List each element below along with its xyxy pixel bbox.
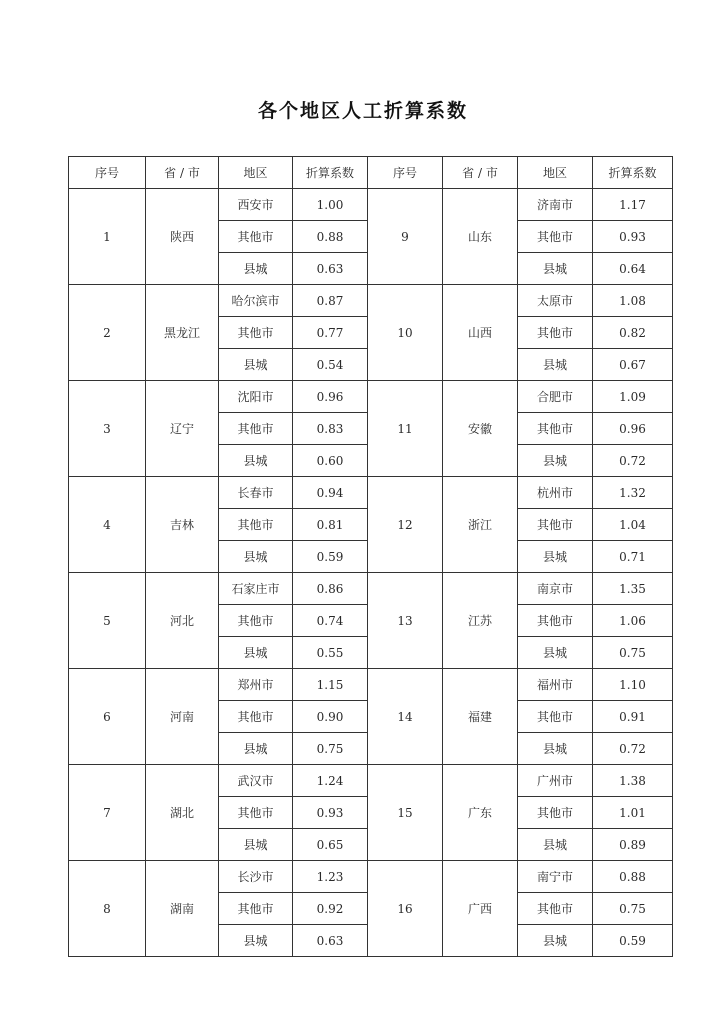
- area-cell: 武汉市: [219, 765, 293, 797]
- serial-number-cell: 3: [69, 381, 146, 477]
- area-cell: 其他市: [518, 701, 593, 733]
- area-cell: 广州市: [518, 765, 593, 797]
- coefficient-cell: 0.63: [293, 925, 368, 957]
- area-cell: 县城: [518, 637, 593, 669]
- province-cell: 河北: [146, 573, 219, 669]
- coefficient-cell: 1.15: [293, 669, 368, 701]
- province-cell: 江苏: [443, 573, 518, 669]
- area-cell: 长沙市: [219, 861, 293, 893]
- coefficient-cell: 0.94: [293, 477, 368, 509]
- coefficient-cell: 0.93: [593, 221, 673, 253]
- coefficient-cell: 0.55: [293, 637, 368, 669]
- coefficient-cell: 0.75: [593, 893, 673, 925]
- area-cell: 其他市: [518, 893, 593, 925]
- coefficient-cell: 0.89: [593, 829, 673, 861]
- area-cell: 其他市: [219, 893, 293, 925]
- coefficient-cell: 0.93: [293, 797, 368, 829]
- area-cell: 福州市: [518, 669, 593, 701]
- area-cell: 其他市: [518, 509, 593, 541]
- area-cell: 县城: [518, 349, 593, 381]
- table-row: [69, 285, 673, 317]
- coefficient-cell: 1.00: [293, 189, 368, 221]
- coefficient-cell: 1.09: [593, 381, 673, 413]
- area-cell: 合肥市: [518, 381, 593, 413]
- area-cell: 南宁市: [518, 861, 593, 893]
- header-province-left: 省 / 市: [146, 157, 219, 189]
- coefficient-cell: 0.96: [593, 413, 673, 445]
- coefficient-cell: 0.88: [593, 861, 673, 893]
- serial-number-cell: 8: [69, 861, 146, 957]
- coefficient-cell: 1.06: [593, 605, 673, 637]
- header-no-left: 序号: [69, 157, 146, 189]
- coefficient-cell: 0.92: [293, 893, 368, 925]
- serial-number-cell: 16: [368, 861, 443, 957]
- area-cell: 县城: [518, 253, 593, 285]
- area-cell: 其他市: [518, 605, 593, 637]
- province-cell: 广东: [443, 765, 518, 861]
- serial-number-cell: 7: [69, 765, 146, 861]
- province-cell: 吉林: [146, 477, 219, 573]
- province-cell: 湖南: [146, 861, 219, 957]
- area-cell: 其他市: [219, 317, 293, 349]
- coefficient-cell: 0.72: [593, 733, 673, 765]
- header-row: [69, 157, 673, 189]
- area-cell: 县城: [219, 733, 293, 765]
- coefficient-cell: 0.82: [593, 317, 673, 349]
- area-cell: 县城: [518, 733, 593, 765]
- serial-number-cell: 14: [368, 669, 443, 765]
- coefficient-cell: 0.83: [293, 413, 368, 445]
- province-cell: 浙江: [443, 477, 518, 573]
- area-cell: 杭州市: [518, 477, 593, 509]
- coefficient-cell: 0.91: [593, 701, 673, 733]
- coefficient-cell: 1.32: [593, 477, 673, 509]
- header-coef-right: 折算系数: [593, 157, 673, 189]
- coefficient-cell: 0.65: [293, 829, 368, 861]
- serial-number-cell: 10: [368, 285, 443, 381]
- serial-number-cell: 9: [368, 189, 443, 285]
- coefficient-cell: 1.23: [293, 861, 368, 893]
- coefficient-cell: 0.88: [293, 221, 368, 253]
- coefficient-cell: 0.75: [593, 637, 673, 669]
- coefficient-cell: 1.38: [593, 765, 673, 797]
- area-cell: 县城: [219, 541, 293, 573]
- coefficient-cell: 0.96: [293, 381, 368, 413]
- header-no-right: 序号: [368, 157, 443, 189]
- coefficient-cell: 0.75: [293, 733, 368, 765]
- header-province-right: 省 / 市: [443, 157, 518, 189]
- area-cell: 西安市: [219, 189, 293, 221]
- area-cell: 县城: [219, 445, 293, 477]
- province-cell: 山西: [443, 285, 518, 381]
- coefficient-cell: 0.60: [293, 445, 368, 477]
- area-cell: 其他市: [219, 221, 293, 253]
- coefficient-cell: 0.54: [293, 349, 368, 381]
- coefficient-cell: 1.01: [593, 797, 673, 829]
- serial-number-cell: 11: [368, 381, 443, 477]
- coefficient-cell: 0.63: [293, 253, 368, 285]
- table-row: [69, 861, 673, 893]
- province-cell: 河南: [146, 669, 219, 765]
- table-body: [69, 189, 673, 957]
- serial-number-cell: 1: [69, 189, 146, 285]
- area-cell: 其他市: [219, 605, 293, 637]
- area-cell: 其他市: [219, 413, 293, 445]
- coefficient-cell: 1.04: [593, 509, 673, 541]
- coefficient-cell: 0.87: [293, 285, 368, 317]
- header-coef-left: 折算系数: [293, 157, 368, 189]
- province-cell: 广西: [443, 861, 518, 957]
- serial-number-cell: 4: [69, 477, 146, 573]
- area-cell: 其他市: [518, 221, 593, 253]
- coefficient-cell: 0.67: [593, 349, 673, 381]
- coefficient-cell: 1.10: [593, 669, 673, 701]
- coefficient-cell: 0.71: [593, 541, 673, 573]
- province-cell: 安徽: [443, 381, 518, 477]
- area-cell: 其他市: [518, 413, 593, 445]
- header-area-right: 地区: [518, 157, 593, 189]
- area-cell: 县城: [518, 925, 593, 957]
- area-cell: 长春市: [219, 477, 293, 509]
- area-cell: 其他市: [518, 317, 593, 349]
- coefficient-cell: 0.77: [293, 317, 368, 349]
- province-cell: 黑龙江: [146, 285, 219, 381]
- table-row: [69, 669, 673, 701]
- coefficient-cell: 0.59: [293, 541, 368, 573]
- area-cell: 县城: [219, 637, 293, 669]
- area-cell: 济南市: [518, 189, 593, 221]
- serial-number-cell: 15: [368, 765, 443, 861]
- area-cell: 沈阳市: [219, 381, 293, 413]
- table-row: [69, 189, 673, 221]
- area-cell: 南京市: [518, 573, 593, 605]
- area-cell: 太原市: [518, 285, 593, 317]
- area-cell: 县城: [518, 445, 593, 477]
- table-row: [69, 573, 673, 605]
- province-cell: 湖北: [146, 765, 219, 861]
- area-cell: 县城: [518, 829, 593, 861]
- province-cell: 辽宁: [146, 381, 219, 477]
- area-cell: 其他市: [219, 509, 293, 541]
- province-cell: 山东: [443, 189, 518, 285]
- area-cell: 哈尔滨市: [219, 285, 293, 317]
- area-cell: 郑州市: [219, 669, 293, 701]
- coefficient-cell: 0.59: [593, 925, 673, 957]
- serial-number-cell: 12: [368, 477, 443, 573]
- area-cell: 其他市: [219, 701, 293, 733]
- province-cell: 福建: [443, 669, 518, 765]
- coefficient-cell: 0.90: [293, 701, 368, 733]
- province-cell: 陕西: [146, 189, 219, 285]
- area-cell: 县城: [219, 253, 293, 285]
- coefficient-cell: 0.86: [293, 573, 368, 605]
- area-cell: 县城: [219, 925, 293, 957]
- area-cell: 其他市: [518, 797, 593, 829]
- area-cell: 县城: [219, 349, 293, 381]
- table-row: [69, 381, 673, 413]
- header-area-left: 地区: [219, 157, 293, 189]
- area-cell: 县城: [518, 541, 593, 573]
- coefficient-cell: 0.64: [593, 253, 673, 285]
- page-title: 各个地区人工折算系数: [257, 100, 468, 122]
- serial-number-cell: 2: [69, 285, 146, 381]
- area-cell: 县城: [219, 829, 293, 861]
- area-cell: 其他市: [219, 797, 293, 829]
- table-row: [69, 477, 673, 509]
- serial-number-cell: 13: [368, 573, 443, 669]
- serial-number-cell: 6: [69, 669, 146, 765]
- coefficient-cell: 1.08: [593, 285, 673, 317]
- table-row: [69, 765, 673, 797]
- coefficient-cell: 1.17: [593, 189, 673, 221]
- coefficient-cell: 0.72: [593, 445, 673, 477]
- area-cell: 石家庄市: [219, 573, 293, 605]
- coefficient-cell: 0.81: [293, 509, 368, 541]
- coefficient-table: [68, 156, 673, 957]
- coefficient-cell: 1.35: [593, 573, 673, 605]
- coefficient-cell: 0.74: [293, 605, 368, 637]
- serial-number-cell: 5: [69, 573, 146, 669]
- coefficient-cell: 1.24: [293, 765, 368, 797]
